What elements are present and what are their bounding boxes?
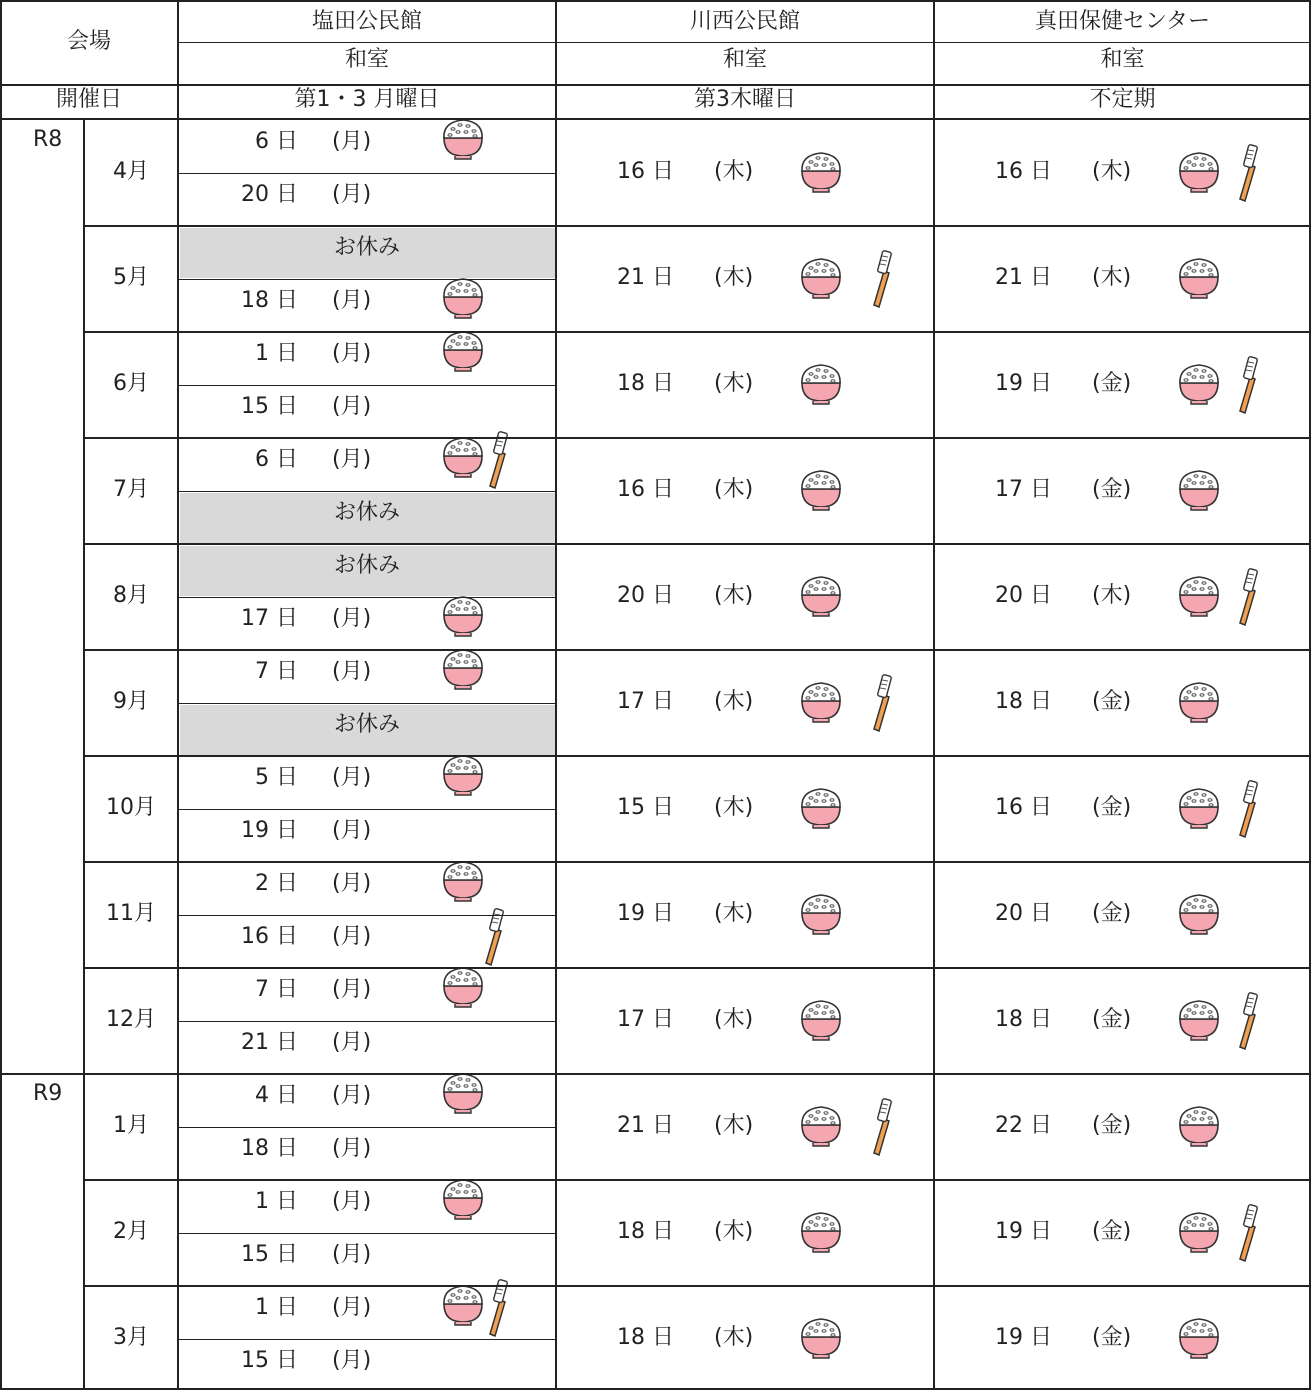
rice-bowl-icon	[440, 964, 486, 1012]
weekday-label: (月)	[332, 1083, 372, 1108]
day-label: 21 日	[995, 265, 1052, 290]
weekday-label: (木)	[714, 371, 754, 396]
rice-bowl-icon	[440, 1070, 486, 1118]
day-label: 7 日	[255, 659, 298, 684]
day-label: 15 日	[241, 394, 298, 419]
weekday-label: (木)	[714, 265, 754, 290]
weekday-label: (月)	[332, 182, 372, 207]
weekday-label: (月)	[332, 394, 372, 419]
venue-schedule: 第3木曜日	[694, 87, 796, 112]
rice-bowl-icon	[1176, 679, 1222, 727]
toothbrush-icon	[478, 907, 504, 971]
day-label: 15 日	[241, 1242, 298, 1267]
weekday-label: (木)	[714, 1325, 754, 1350]
weekday-label: (木)	[714, 159, 754, 184]
weekday-label: (木)	[714, 795, 754, 820]
rice-bowl-icon	[1176, 1103, 1222, 1151]
weekday-label: (月)	[332, 1242, 372, 1267]
day-label: 1 日	[255, 341, 298, 366]
rice-bowl-icon	[798, 149, 844, 197]
sub-row-divider	[178, 491, 556, 492]
toothbrush-icon	[1232, 1203, 1258, 1267]
weekday-label: (木)	[714, 1219, 754, 1244]
day-label: 21 日	[617, 265, 674, 290]
weekday-label: (金)	[1092, 371, 1132, 396]
weekday-label: (木)	[714, 583, 754, 608]
toothbrush-icon	[1232, 355, 1258, 419]
rice-bowl-icon	[1176, 467, 1222, 515]
rice-bowl-icon	[1176, 785, 1222, 833]
row-divider	[0, 1073, 1311, 1075]
closed-label: お休み	[333, 553, 400, 578]
weekday-label: (月)	[332, 1136, 372, 1161]
toothbrush-icon	[866, 249, 892, 313]
rice-bowl-icon	[798, 467, 844, 515]
column-divider	[177, 0, 179, 1390]
sub-row-divider	[178, 173, 556, 174]
weekday-label: (月)	[332, 1348, 372, 1373]
weekday-label: (木)	[714, 901, 754, 926]
day-label: 20 日	[995, 901, 1052, 926]
row-divider	[84, 967, 1311, 969]
month-column-divider	[83, 120, 85, 1390]
rice-bowl-icon	[440, 858, 486, 906]
weekday-label: (木)	[714, 1113, 754, 1138]
weekday-label: (月)	[332, 924, 372, 949]
year-label: R8	[33, 127, 63, 152]
closed-label: お休み	[333, 500, 400, 525]
sub-row-divider	[178, 703, 556, 704]
weekday-label: (月)	[332, 447, 372, 472]
rice-bowl-icon	[1176, 149, 1222, 197]
rice-bowl-icon	[798, 255, 844, 303]
date-header: 開催日	[55, 87, 122, 112]
day-label: 17 日	[617, 1007, 674, 1032]
venue-name: 塩田公民館	[311, 9, 422, 34]
month-label: 8月	[113, 583, 149, 608]
year-label: R9	[33, 1081, 63, 1106]
rice-bowl-icon	[798, 891, 844, 939]
weekday-label: (金)	[1092, 689, 1132, 714]
row-divider	[84, 331, 1311, 333]
rice-bowl-icon	[440, 593, 486, 641]
month-label: 2月	[113, 1219, 149, 1244]
day-label: 17 日	[617, 689, 674, 714]
day-label: 19 日	[241, 818, 298, 843]
day-label: 18 日	[241, 1136, 298, 1161]
rice-bowl-icon	[798, 785, 844, 833]
column-divider	[555, 0, 557, 1390]
rice-bowl-icon	[440, 1176, 486, 1224]
day-label: 1 日	[255, 1189, 298, 1214]
weekday-label: (月)	[332, 606, 372, 631]
day-label: 17 日	[995, 477, 1052, 502]
rice-bowl-icon	[440, 328, 486, 376]
sub-row-divider	[178, 385, 556, 386]
sub-row-divider	[178, 597, 556, 598]
sub-row-divider	[178, 1339, 556, 1340]
weekday-label: (月)	[332, 341, 372, 366]
weekday-label: (金)	[1092, 1007, 1132, 1032]
month-label: 1月	[113, 1113, 149, 1138]
weekday-label: (金)	[1092, 795, 1132, 820]
day-label: 20 日	[241, 182, 298, 207]
toothbrush-icon	[1232, 779, 1258, 843]
day-label: 19 日	[995, 371, 1052, 396]
row-divider	[84, 1179, 1311, 1181]
weekday-label: (金)	[1092, 1219, 1132, 1244]
weekday-label: (金)	[1092, 477, 1132, 502]
rice-bowl-icon	[798, 1315, 844, 1363]
day-label: 16 日	[617, 159, 674, 184]
row-divider	[84, 649, 1311, 651]
day-label: 19 日	[617, 901, 674, 926]
sub-row-divider	[178, 1233, 556, 1234]
rice-bowl-icon	[440, 752, 486, 800]
weekday-label: (金)	[1092, 1325, 1132, 1350]
day-label: 16 日	[241, 924, 298, 949]
weekday-label: (金)	[1092, 901, 1132, 926]
toothbrush-icon	[1232, 143, 1258, 207]
header-bottom-border	[0, 118, 1311, 120]
day-label: 20 日	[617, 583, 674, 608]
row-divider	[84, 437, 1311, 439]
toothbrush-icon	[1232, 991, 1258, 1055]
day-label: 18 日	[241, 288, 298, 313]
day-label: 18 日	[617, 1219, 674, 1244]
day-label: 1 日	[255, 1295, 298, 1320]
rice-bowl-icon	[440, 434, 486, 482]
weekday-label: (木)	[714, 477, 754, 502]
closed-label: お休み	[333, 712, 400, 737]
month-label: 9月	[113, 689, 149, 714]
toothbrush-icon	[482, 1278, 508, 1342]
day-label: 19 日	[995, 1325, 1052, 1350]
sub-row-divider	[178, 279, 556, 280]
sub-row-divider	[178, 1127, 556, 1128]
day-label: 5 日	[255, 765, 298, 790]
rice-bowl-icon	[798, 1209, 844, 1257]
day-label: 6 日	[255, 447, 298, 472]
month-label: 7月	[113, 477, 149, 502]
weekday-label: (月)	[332, 977, 372, 1002]
day-label: 21 日	[617, 1113, 674, 1138]
rice-bowl-icon	[1176, 573, 1222, 621]
day-label: 19 日	[995, 1219, 1052, 1244]
day-label: 16 日	[617, 477, 674, 502]
rice-bowl-icon	[440, 646, 486, 694]
rice-bowl-icon	[1176, 361, 1222, 409]
day-label: 18 日	[995, 1007, 1052, 1032]
weekday-label: (月)	[332, 288, 372, 313]
venue-name: 真田保健センター	[1034, 9, 1211, 34]
header-sub-divider	[178, 42, 1311, 43]
venue-room: 和室	[1100, 47, 1145, 72]
weekday-label: (月)	[332, 818, 372, 843]
month-label: 6月	[113, 371, 149, 396]
rice-bowl-icon	[1176, 891, 1222, 939]
rice-bowl-icon	[798, 1103, 844, 1151]
toothbrush-icon	[1232, 567, 1258, 631]
toothbrush-icon	[866, 673, 892, 737]
day-label: 18 日	[617, 371, 674, 396]
row-divider	[84, 861, 1311, 863]
rice-bowl-icon	[798, 997, 844, 1045]
row-divider	[84, 1285, 1311, 1287]
sub-row-divider	[178, 915, 556, 916]
weekday-label: (金)	[1092, 1113, 1132, 1138]
month-label: 10月	[106, 795, 156, 820]
weekday-label: (月)	[332, 1295, 372, 1320]
header-divider	[0, 84, 1311, 86]
rice-bowl-icon	[440, 1282, 486, 1330]
weekday-label: (木)	[714, 689, 754, 714]
day-label: 7 日	[255, 977, 298, 1002]
rice-bowl-icon	[798, 573, 844, 621]
venue-room: 和室	[344, 47, 389, 72]
day-label: 16 日	[995, 795, 1052, 820]
rice-bowl-icon	[798, 679, 844, 727]
rice-bowl-icon	[798, 361, 844, 409]
rice-bowl-icon	[1176, 997, 1222, 1045]
sub-row-divider	[178, 1021, 556, 1022]
toothbrush-icon	[482, 430, 508, 494]
sub-row-divider	[178, 809, 556, 810]
closed-label: お休み	[333, 235, 400, 260]
weekday-label: (月)	[332, 1030, 372, 1055]
table-left-border	[0, 0, 2, 1390]
weekday-label: (月)	[332, 1189, 372, 1214]
day-label: 2 日	[255, 871, 298, 896]
day-label: 18 日	[617, 1325, 674, 1350]
day-label: 17 日	[241, 606, 298, 631]
weekday-label: (木)	[714, 1007, 754, 1032]
weekday-label: (木)	[1092, 583, 1132, 608]
weekday-label: (木)	[1092, 265, 1132, 290]
venue-room: 和室	[722, 47, 767, 72]
month-label: 12月	[106, 1007, 156, 1032]
weekday-label: (月)	[332, 765, 372, 790]
venue-header: 会場	[66, 29, 111, 54]
rice-bowl-icon	[440, 116, 486, 164]
day-label: 4 日	[255, 1083, 298, 1108]
day-label: 21 日	[241, 1030, 298, 1055]
column-divider	[933, 0, 935, 1390]
month-label: 4月	[113, 159, 149, 184]
rice-bowl-icon	[440, 275, 486, 323]
month-label: 5月	[113, 265, 149, 290]
day-label: 22 日	[995, 1113, 1052, 1138]
row-divider	[84, 225, 1311, 227]
day-label: 16 日	[995, 159, 1052, 184]
venue-schedule: 不定期	[1089, 87, 1156, 112]
rice-bowl-icon	[1176, 1315, 1222, 1363]
venue-schedule: 第1・3 月曜日	[294, 87, 440, 112]
rice-bowl-icon	[1176, 255, 1222, 303]
venue-name: 川西公民館	[689, 9, 800, 34]
weekday-label: (月)	[332, 129, 372, 154]
month-label: 3月	[113, 1325, 149, 1350]
row-divider	[84, 543, 1311, 545]
rice-bowl-icon	[1176, 1209, 1222, 1257]
day-label: 6 日	[255, 129, 298, 154]
day-label: 20 日	[995, 583, 1052, 608]
table-top-border	[0, 0, 1311, 2]
day-label: 18 日	[995, 689, 1052, 714]
month-label: 11月	[106, 901, 156, 926]
toothbrush-icon	[866, 1097, 892, 1161]
weekday-label: (木)	[1092, 159, 1132, 184]
day-label: 15 日	[241, 1348, 298, 1373]
row-divider	[84, 755, 1311, 757]
weekday-label: (月)	[332, 659, 372, 684]
weekday-label: (月)	[332, 871, 372, 896]
day-label: 15 日	[617, 795, 674, 820]
